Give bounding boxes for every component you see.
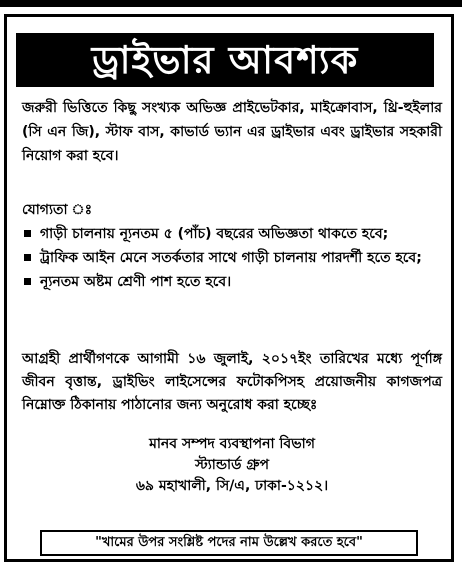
- qualification-text: ট্রাফিক আইন মেনে সতর্কতার সাথে গাড়ী চালনায় পারদর্শী হতে হবে;: [40, 250, 422, 266]
- company-name: স্ট্যান্ডার্ড গ্রুপ: [195, 457, 269, 473]
- ad-title: ড্রাইভার আবশ্যক: [16, 33, 434, 87]
- address-block: [22, 434, 442, 497]
- bullet-square-icon: [24, 254, 31, 261]
- qualification-item: [22, 246, 442, 270]
- top-border-bar: [0, 0, 462, 7]
- department-name: মানব সম্পদ ব্যবস্থাপনা বিভাগ: [149, 436, 315, 452]
- bullet-square-icon: [24, 278, 31, 285]
- qualification-text: ন্যূনতম অষ্টম শ্রেণী পাশ হতে হবে।: [40, 274, 232, 290]
- intro-paragraph: জরুরী ভিত্তিতে কিছু সংখ্যক অভিজ্ঞ প্রাইভেটকার, মাইক্রোবাস, থ্রি-হুইলার (সি এন জি), স্টাফ বাস, কাভার্ড ভ্যান এর ড্রাইভার এবং ড্রাইভার সহকারী নিয়োগ করা হবে।: [22, 100, 442, 164]
- qualification-text: গাড়ী চালনায় ন্যূনতম ৫ (পাঁচ) বছরের অভিজ্ঞতা থাকতে হবে;: [40, 226, 389, 242]
- qualifications-list: [22, 222, 442, 294]
- qualification-item: [22, 222, 442, 246]
- bullet-square-icon: [24, 230, 31, 237]
- address-location: ৬৯ মহাখালী, সি/এ, ঢাকা-১২১২।: [135, 478, 329, 494]
- qualification-item: [22, 270, 442, 294]
- envelope-note: "খামের উপর সংশ্লিষ্ট পদের নাম উল্লেখ করতে হবে": [40, 530, 418, 556]
- closing-paragraph: আগ্রহী প্রার্থীগণকে আগামী ১৬ জুলাই, ২০১৭ইং তারিখের মধ্যে পূর্ণাঙ্গ জীবন বৃত্তান্ত, ড্রাইভিং লাইসেন্সের ফটোকপিসহ প্রয়োজনীয় কাগজপত্র নিম্নোক্ত ঠিকানায় পাঠানোর জন্য অনুরোধ করা হচ্ছেঃ: [22, 351, 442, 413]
- qualifications-heading: যোগ্যতা ঃ: [22, 202, 93, 218]
